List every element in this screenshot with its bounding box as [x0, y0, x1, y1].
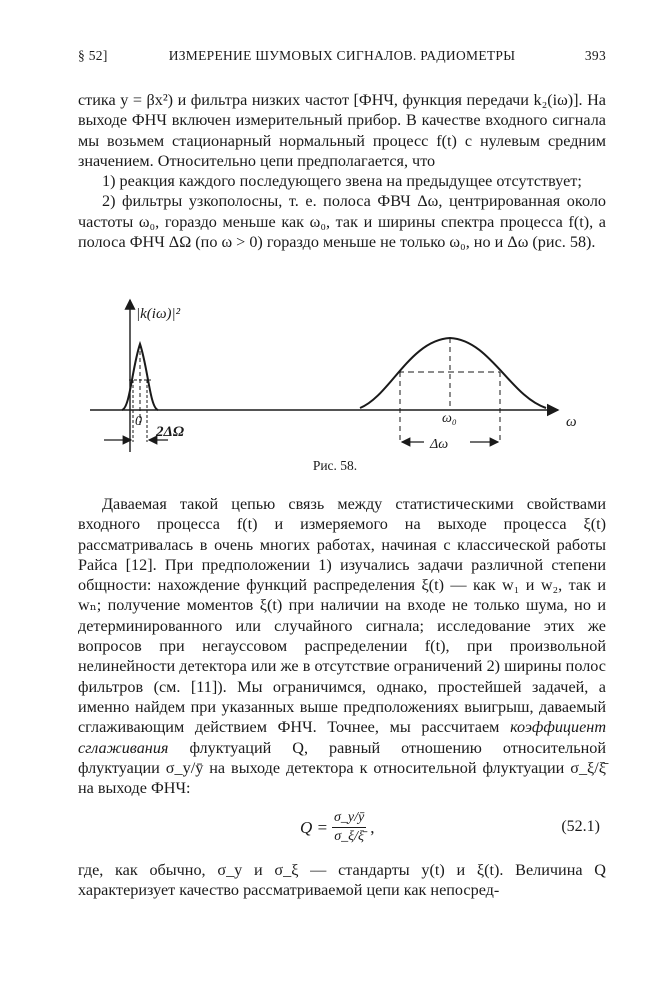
equation-52-1: [78, 806, 606, 852]
equation-lhs: Q =: [300, 817, 328, 837]
paragraph-main: [78, 494, 606, 798]
assumption-2: 2) фильтры узкополосны, т. е. полоса ФВЧ Δω, центрированная около частоты ω₀, гораздо меньше как ω₀, так и ширины спектра процесса f(t), а полоса ФНЧ ΔΩ (по ω > 0) гораздо меньше не только ω₀, но и Δω (рис. 58).: [78, 192, 606, 252]
page-number: 393: [584, 48, 606, 63]
text-block-top: [78, 90, 606, 252]
y-axis-label: |k(iω)|²: [136, 306, 181, 322]
wide-band-label: Δω: [430, 437, 449, 452]
frequency-response-plot: [90, 296, 590, 454]
equation-expression: [300, 810, 374, 845]
equation-tail: ,: [370, 817, 375, 837]
paragraph-intro: стика y = βx²) и фильтра низких частот [ФНЧ, функция передачи k₂(iω)]. На выходе ФНЧ включен измерительный прибор. В качестве входного сигнала мы возьмем стационарный нормальный процесс f(t) с нулевым средним значением. Относительно цепи предполагается, что: [78, 91, 606, 170]
high-pass-bell-curve: [360, 338, 546, 408]
paragraph-main-text: Даваемая такой цепью связь между статистическими свойствами входного процесса f(t) и измеряемого на выходе процесса ξ(t) рассматривалась в очень многих работах, начиная с классической работы Райса [12]. При предположении 1) изучались задачи различной степени общности: нахождение функций распределения ξ(t) — как w₁ и w₂, так и wₙ; получение моментов ξ(t) при наличии на входе не только шума, но и детерминированного или случайного сигнала; исследование этих же вопросов при негауссовом распределении f(t), при произвольной нелинейности детектора или же в отсутствие ограничений 2) ширины полос фильтров (см. [11]). Мы ограничимся, однако, простейшей задачей, а именно найдем при указанных выше предположениях выигрыш, даваемый сглаживающим действием ФНЧ. Точнее, мы рассчитаем: [78, 495, 606, 737]
section-ref: § 52]: [78, 48, 108, 63]
page-header: [78, 48, 606, 70]
zero-tick-label: 0: [135, 414, 142, 429]
equation-fraction: [332, 810, 366, 845]
x-axis-label: ω: [566, 414, 577, 430]
paragraph-closing: где, как обычно, σ_y и σ_ξ — стандарты y(t) и ξ(t). Величина Q характеризует качество рассматриваемой цепи как непосред-: [78, 861, 606, 900]
equation-number: (52.1): [561, 818, 600, 835]
narrow-band-label: 2ΔΩ: [156, 424, 185, 440]
paragraph-main-end: флуктуаций Q, равный отношению относительной флуктуации σ_y/ȳ на выходе детектора к относительной флуктуации σ_ξ/ξ̄ на выходе ФНЧ:: [78, 738, 607, 798]
assumption-1: 1) реакция каждого последующего звена на предыдущее отсутствует;: [102, 172, 582, 191]
figure-58: [90, 296, 590, 454]
term-smoothing-coefficient: коэффициент сглаживания: [78, 718, 607, 757]
equation-numerator: σ_y/ȳ: [332, 810, 366, 828]
text-block-main: [78, 494, 606, 798]
figure-caption: Рис. 58.: [312, 458, 358, 473]
running-title: ИЗМЕРЕНИЕ ШУМОВЫХ СИГНАЛОВ. РАДИОМЕТРЫ: [168, 48, 516, 63]
equation-denominator: σ_ξ/ξ̄: [334, 829, 365, 844]
text-block-bottom: [78, 860, 606, 901]
omega0-tick-label: ω₀: [442, 411, 457, 426]
